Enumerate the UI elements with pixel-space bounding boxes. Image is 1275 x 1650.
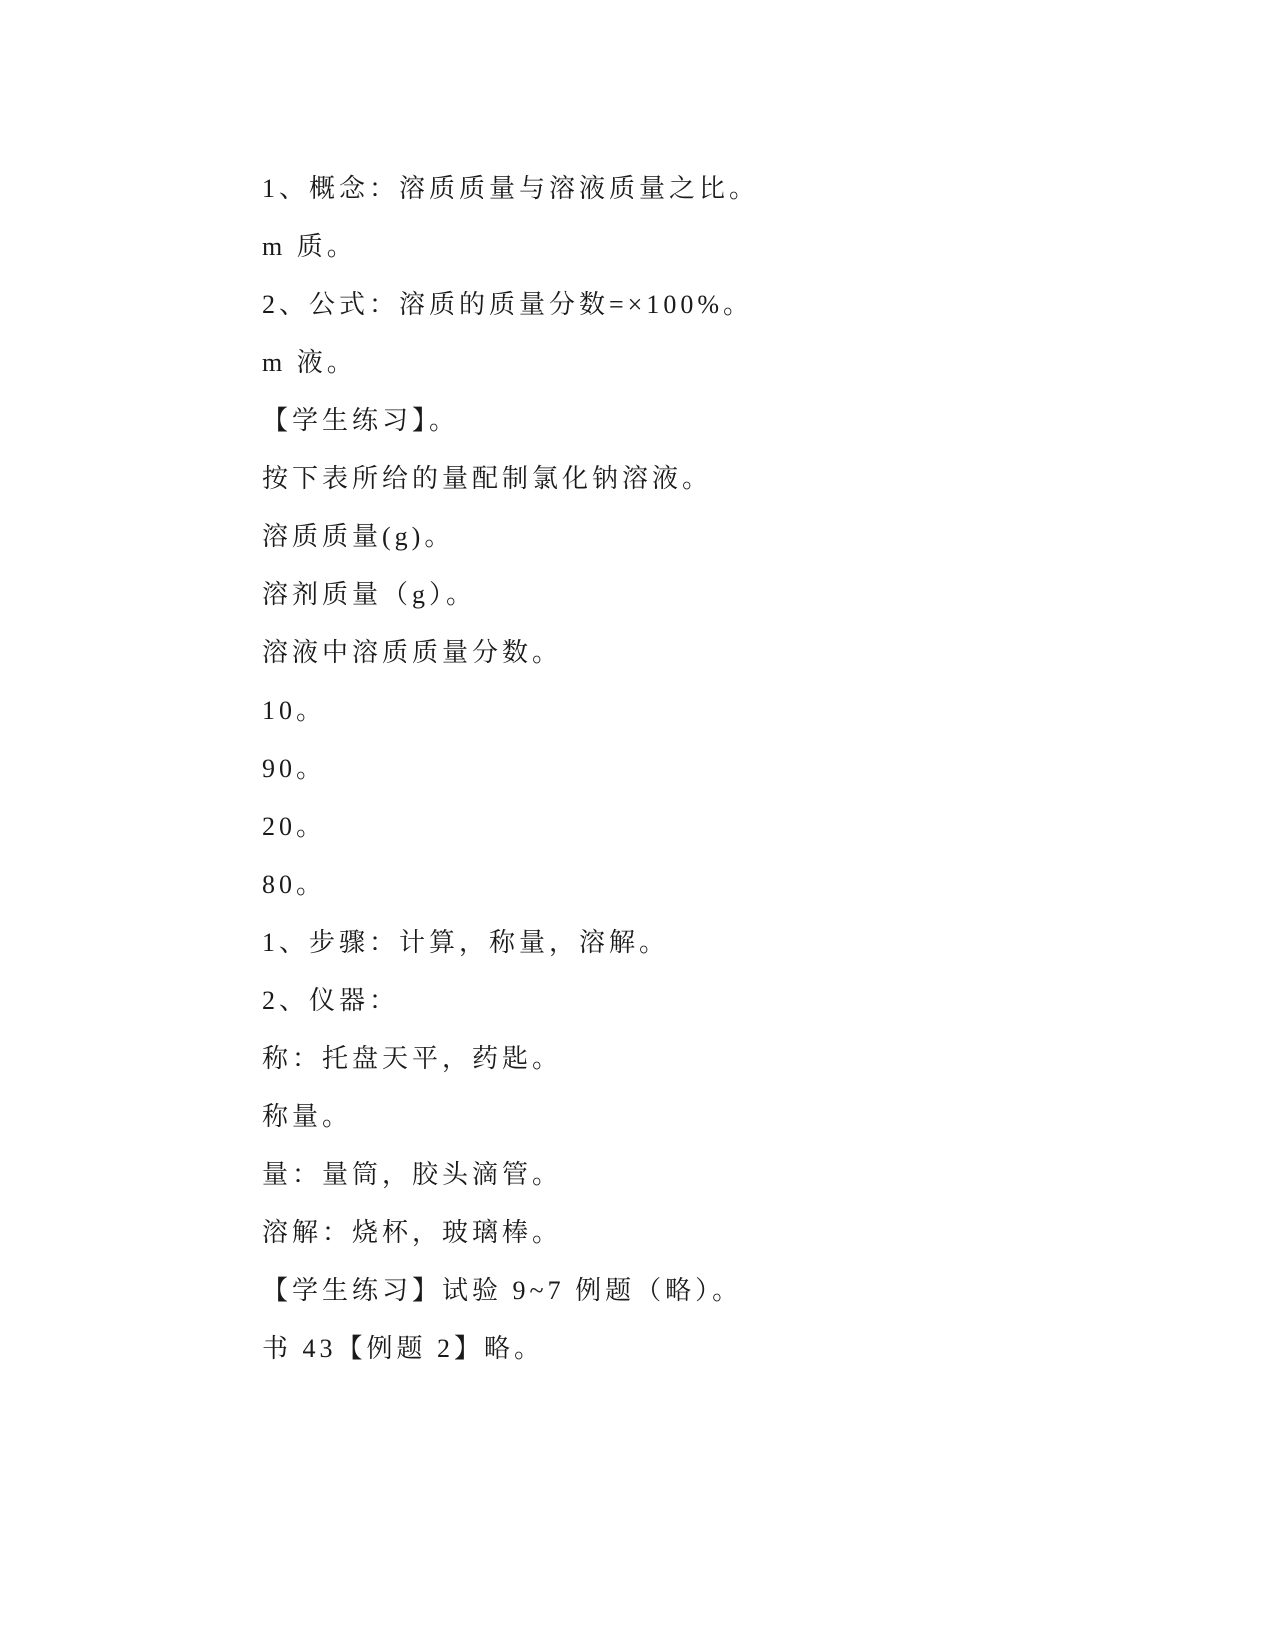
value-80: 80。 [262, 870, 327, 899]
instruments-heading: 2、仪器： [262, 986, 400, 1015]
value-10: 10。 [262, 696, 327, 725]
mass-fraction-label: 溶液中溶质质量分数。 [262, 638, 563, 667]
weighing-label: 称量。 [262, 1102, 353, 1131]
formula-line: 2、公式：溶质的质量分数=×100%。 [262, 290, 753, 319]
solution-mass-symbol: m 液。 [262, 348, 357, 377]
practice-experiment-line: 【学生练习】试验 9~7 例题（略）。 [262, 1276, 743, 1305]
value-90: 90。 [262, 754, 327, 783]
measuring-instruments: 量：量筒，胶头滴管。 [262, 1160, 563, 1189]
value-20: 20。 [262, 812, 327, 841]
weighing-instruments: 称：托盘天平，药匙。 [262, 1044, 563, 1073]
concept-line: 1、概念：溶质质量与溶液质量之比。 [262, 174, 760, 203]
student-practice-heading: 【学生练习】。 [262, 406, 460, 435]
book-example-line: 书 43【例题 2】略。 [262, 1334, 545, 1363]
steps-line: 1、步骤：计算，称量，溶解。 [262, 928, 670, 957]
dissolving-instruments: 溶解：烧杯，玻璃棒。 [262, 1218, 563, 1247]
solute-mass-symbol: m 质。 [262, 232, 357, 261]
practice-instruction: 按下表所给的量配制氯化钠溶液。 [262, 464, 713, 493]
solute-mass-label: 溶质质量(g)。 [262, 522, 455, 551]
solvent-mass-label: 溶剂质量（g）。 [262, 580, 477, 609]
